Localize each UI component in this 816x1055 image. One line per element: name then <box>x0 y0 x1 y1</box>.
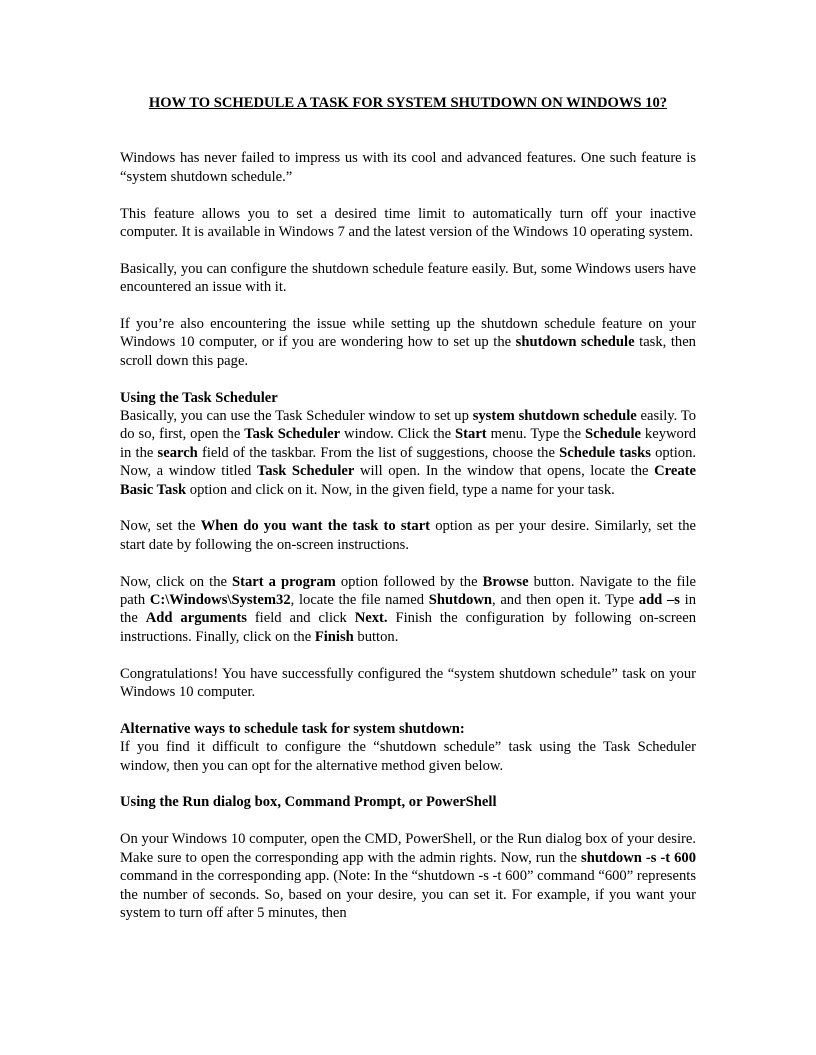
text-run: menu. Type the <box>486 426 586 443</box>
text-run: If you find it difficult to configure the “shutdown schedule” task using the Task Scheduler window, then you can opt for the alternative method given below. <box>120 739 696 774</box>
text-run: command in the corresponding app. (Note: In the “shutdown -s -t 600” command “600” represents the number of seconds. So, based on your desire, you can set it. For example, if you want your system to turn off after 5 minutes, then <box>120 868 696 921</box>
bold-term: Browse <box>482 573 529 590</box>
text-run: will open. In the window that opens, locate the <box>354 463 655 480</box>
text-run: button. Navigate to the file path <box>120 573 697 609</box>
bold-term: Next. <box>354 610 388 627</box>
paragraph-feature: This feature allows you to set a desired time limit to automatically turn off your inactive computer. It is available in Windows 7 and the latest version of the Windows 10 operating system. <box>120 205 696 241</box>
bold-term: shutdown schedule <box>515 334 635 351</box>
section-alternative-ways <box>120 720 696 775</box>
text-run: Finish the configuration by following on-screen instructions. Finally, click on the <box>120 610 696 645</box>
bold-term: Add arguments <box>145 610 247 627</box>
bold-term: Task Scheduler <box>256 463 355 480</box>
text-run: in the <box>120 592 697 627</box>
bold-term: add –s <box>638 592 680 609</box>
bold-heading: Using the Run dialog box, Command Prompt, or PowerShell <box>120 794 497 811</box>
text-run: , and then open it. Type <box>492 592 639 609</box>
text-run: On your Windows 10 computer, open the CMD, PowerShell, or the Run dialog box of your desire. Make sure to open the corresponding app with the admin rights. Now, run the <box>120 831 696 866</box>
text-run: button. <box>353 628 399 645</box>
bold-term: Task Scheduler <box>244 426 341 443</box>
paragraph-issue <box>120 315 696 370</box>
bold-term: shutdown -s -t 600 <box>581 849 696 866</box>
bold-term: Finish <box>314 628 354 645</box>
bold-term: Schedule <box>585 426 641 443</box>
section-heading-alternative-ways: Alternative ways to schedule task for system shutdown: <box>120 720 465 737</box>
section-task-scheduler <box>120 389 696 499</box>
text-run: window. Click the <box>340 426 456 443</box>
bold-term: system shutdown schedule <box>472 408 637 425</box>
paragraph-run-command <box>120 830 696 922</box>
document-title: HOW TO SCHEDULE A TASK FOR SYSTEM SHUTDOWN ON WINDOWS 10? <box>148 95 668 111</box>
text-run: If you’re also encountering the issue while setting up the shutdown schedule feature on your Windows 10 computer, or if you are wondering how to set up the <box>120 316 696 351</box>
paragraph-configure: Basically, you can configure the shutdown schedule feature easily. But, some Windows users have encountered an issue with it. <box>120 260 696 296</box>
bold-term: Start <box>455 426 487 443</box>
text-run: option as per your desire. Similarly, set the start date by following the on-screen instructions. <box>120 518 696 553</box>
paragraph-start-program <box>120 573 696 647</box>
section-heading-task-scheduler: Using the Task Scheduler <box>120 389 278 406</box>
text-run: option. Now, a window titled <box>120 444 697 480</box>
text-run: easily. To do so, first, open the <box>120 408 697 443</box>
section-heading-run-dialog <box>120 793 696 811</box>
bold-term: Schedule tasks <box>559 444 651 461</box>
text-run: Basically, you can use the Task Scheduler window to set up <box>120 408 473 425</box>
text-run: option and click on it. Now, in the given field, type a name for your task. <box>186 481 615 498</box>
paragraph-intro: Windows has never failed to impress us with its cool and advanced features. One such feature is “system shutdown schedule.” <box>120 150 696 185</box>
bold-term: search <box>157 444 198 461</box>
text-run: field and click <box>246 610 355 627</box>
bold-term: C:\Windows\System32 <box>149 592 291 609</box>
paragraph-set-start <box>120 517 696 554</box>
text-run: Now, click on the <box>120 573 232 590</box>
text-run: field of the taskbar. From the list of suggestions, choose the <box>197 444 560 461</box>
text-run: keyword in the <box>120 426 696 461</box>
bold-term: Start a program <box>232 573 336 590</box>
text-run: task, then scroll down this page. <box>120 334 696 369</box>
document-page <box>120 94 696 941</box>
text-run: option followed by the <box>335 573 483 590</box>
bold-term: Create Basic Task <box>120 463 696 498</box>
text-run: Now, set the <box>120 518 201 535</box>
text-run: , locate the file named <box>290 592 429 609</box>
bold-term: Shutdown <box>428 592 492 609</box>
paragraph-congratulations: Congratulations! You have successfully configured the “system shutdown schedule” task on your Windows 10 computer. <box>120 665 696 701</box>
bold-term: When do you want the task to start <box>200 518 431 535</box>
